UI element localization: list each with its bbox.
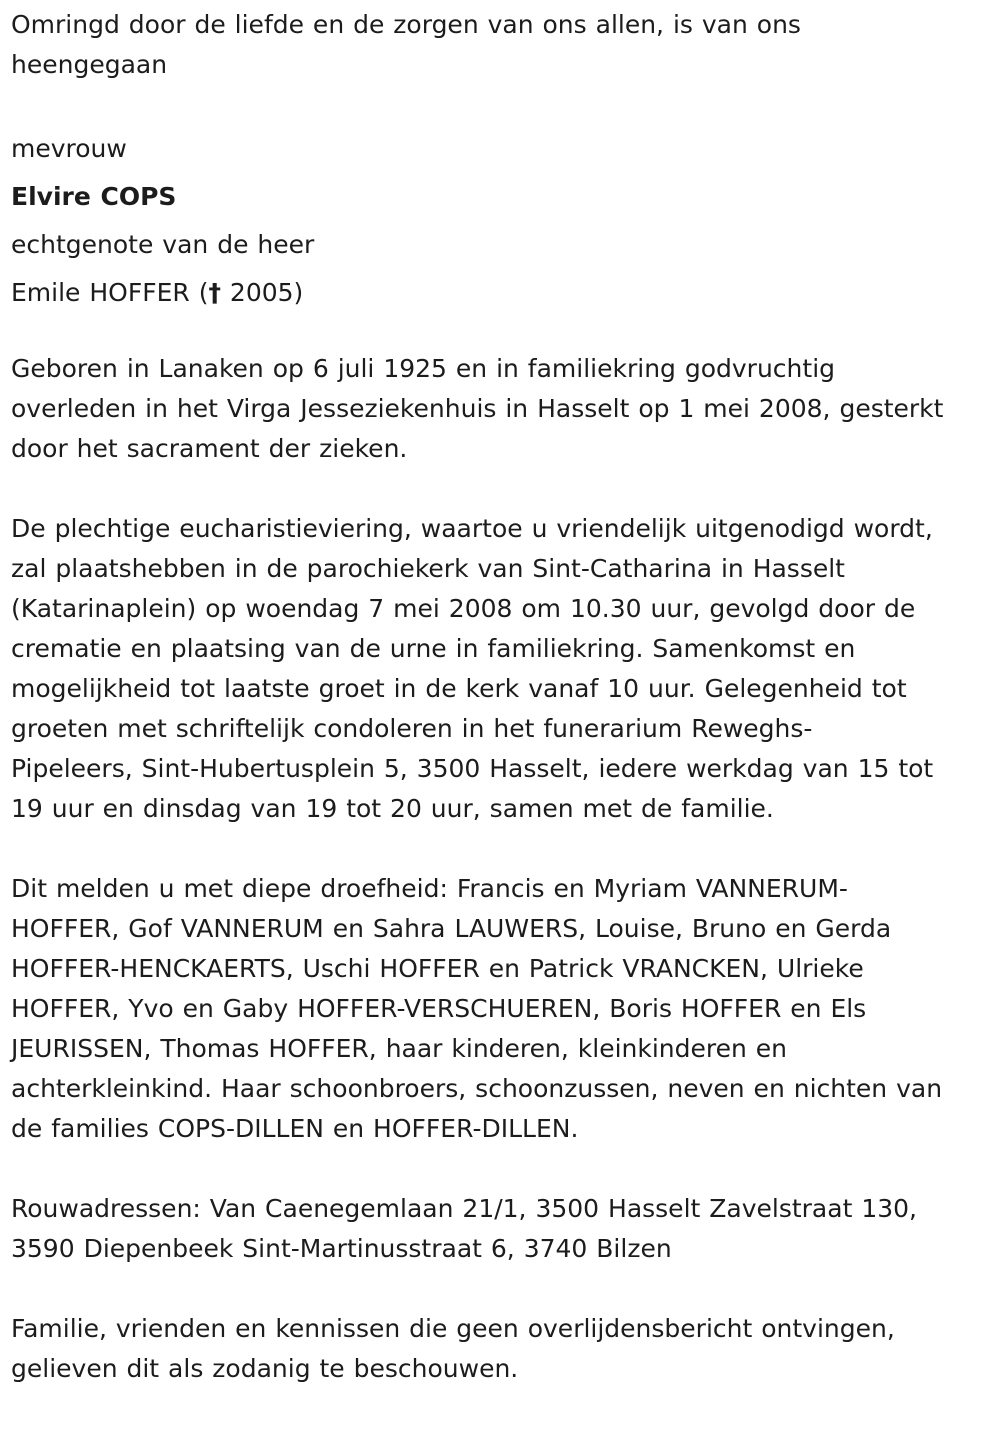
- family-line: HOFFER, Yvo en Gaby HOFFER-VERSCHUEREN, Boris HOFFER en Els: [11, 994, 867, 1023]
- relation-text: echtgenote van de heer: [11, 230, 315, 259]
- family-line: achterkleinkind. Haar schoonbroers, schoonzussen, neven en nichten van: [11, 1074, 943, 1103]
- ceremony-line: Pipeleers, Sint-Hubertusplein 5, 3500 Hasselt, iedere werkdag van 15 tot: [11, 754, 934, 783]
- ceremony-line: 19 uur en dinsdag van 19 tot 20 uur, samen met de familie.: [11, 794, 774, 823]
- ceremony-line: groeten met schriftelijk condoleren in het funerarium Reweghs-: [11, 714, 813, 743]
- cross-icon: †: [208, 278, 221, 307]
- addresses-paragraph: [11, 1189, 993, 1269]
- intro-line: Omringd door de liefde en de zorgen van ons allen, is van ons: [11, 10, 801, 39]
- deceased-name: Elvire COPS: [11, 182, 177, 211]
- ceremony-paragraph: [11, 509, 993, 829]
- ceremony-line: De plechtige eucharistieviering, waartoe u vriendelijk uitgenodigd wordt,: [11, 514, 933, 543]
- family-line: JEURISSEN, Thomas HOFFER, haar kinderen, kleinkinderen en: [11, 1034, 788, 1063]
- spouse-name: Emile HOFFER (: [11, 278, 209, 307]
- ceremony-line: (Katarinaplein) op woendag 7 mei 2008 om 10.30 uur, gevolgd door de: [11, 594, 916, 623]
- family-line: Dit melden u met diepe droefheid: Francis en Myriam VANNERUM-: [11, 874, 848, 903]
- ceremony-line: crematie en plaatsing van de urne in familiekring. Samenkomst en: [11, 634, 856, 663]
- birth-line: overleden in het Virga Jesseziekenhuis in Hasselt op 1 mei 2008, gesterkt: [11, 394, 944, 423]
- obituary-document: [11, 5, 993, 1429]
- family-line: HOFFER, Gof VANNERUM en Sahra LAUWERS, Louise, Bruno en Gerda: [11, 914, 892, 943]
- family-line: HOFFER-HENCKAERTS, Uschi HOFFER en Patrick VRANCKEN, Ulrieke: [11, 954, 864, 983]
- birth-line: door het sacrament der zieken.: [11, 434, 408, 463]
- closing-paragraph: [11, 1309, 993, 1389]
- birth-line: Geboren in Lanaken op 6 juli 1925 en in familiekring godvruchtig: [11, 354, 836, 383]
- closing-line: gelieven dit als zodanig te beschouwen.: [11, 1354, 519, 1383]
- address-line: Rouwadressen: Van Caenegemlaan 21/1, 3500 Hasselt Zavelstraat 130,: [11, 1194, 917, 1223]
- deceased-block: [11, 125, 993, 317]
- birth-paragraph: [11, 349, 993, 469]
- intro-paragraph: [11, 5, 993, 85]
- ceremony-line: mogelijkheid tot laatste groet in de kerk vanaf 10 uur. Gelegenheid tot: [11, 674, 907, 703]
- ceremony-line: zal plaatshebben in de parochiekerk van Sint-Catharina in Hasselt: [11, 554, 845, 583]
- address-line: 3590 Diepenbeek Sint-Martinusstraat 6, 3740 Bilzen: [11, 1234, 672, 1263]
- intro-line: heengegaan: [11, 50, 168, 79]
- closing-line: Familie, vrienden en kennissen die geen overlijdensbericht ontvingen,: [11, 1314, 895, 1343]
- family-line: de families COPS-DILLEN en HOFFER-DILLEN.: [11, 1114, 579, 1143]
- spouse-death-year: 2005): [220, 278, 304, 307]
- deceased-title: mevrouw: [11, 134, 127, 163]
- family-paragraph: [11, 869, 993, 1149]
- spouse-line: [11, 269, 993, 317]
